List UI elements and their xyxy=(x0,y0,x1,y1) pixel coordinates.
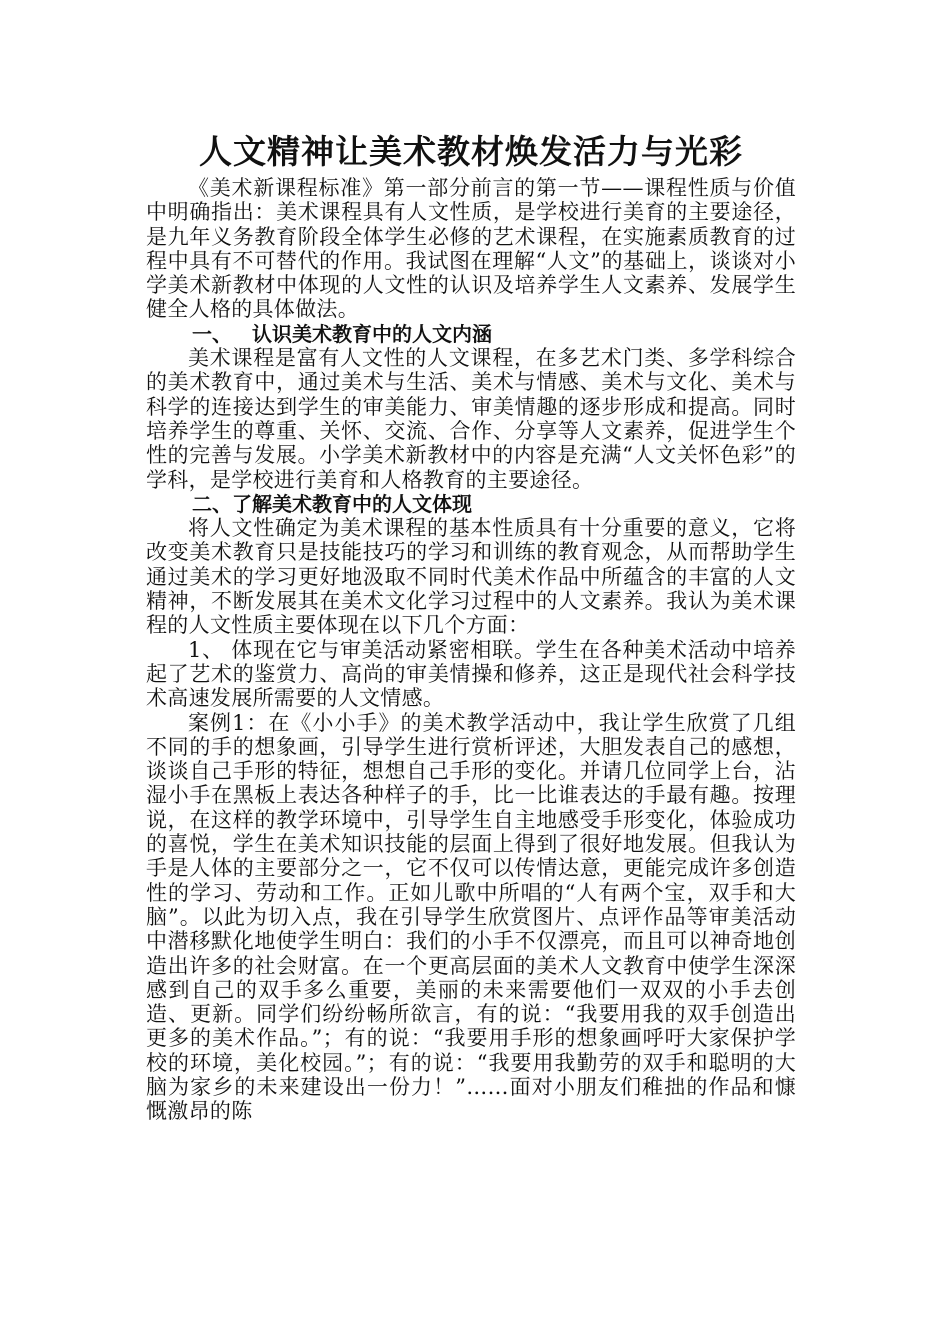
document-title: 人文精神让美术教材焕发活力与光彩 xyxy=(199,132,743,171)
section-heading-1 xyxy=(146,322,796,346)
document-page xyxy=(146,128,796,1124)
section-heading-1-title: 认识美术教育中的人文内涵 xyxy=(252,321,492,346)
body-paragraph-4: 1、 体现在它与审美活动紧密相联。学生在各种美术活动中培养起了艺术的鉴赏力、高尚的审美情操和修养，这正是现代社会科学技术高速发展所需要的人文情感。 xyxy=(146,637,796,711)
section-heading-1-number: 一、 xyxy=(192,321,232,346)
body-paragraph-2: 美术课程是富有人文性的人文课程，在多艺术门类、多学科综合的美术教育中，通过美术与生活、美术与情感、美术与文化、美术与科学的连接达到学生的审美能力、审美情趣的逐步形成和提高。同时培养学生的尊重、关怀、交流、合作、分享等人文素养，促进学生个性的完善与发展。小学美术新教材中的内容是充满“人文关怀色彩”的学科，是学校进行美育和人格教育的主要途径。 xyxy=(146,346,796,492)
section-heading-2-title: 二、了解美术教育中的人文体现 xyxy=(192,491,472,516)
intro-paragraph: 《美术新课程标准》第一部分前言的第一节——课程性质与价值中明确指出：美术课程具有人文性质，是学校进行美育的主要途径，是九年义务教育阶段全体学生必修的艺术课程，在实施素质教育的过程中具有不可替代的作用。我试图在理解“人文”的基础上，谈谈对小学美术新教材中体现的人文性的认识及培养学生人文素养、发展学生健全人格的具体做法。 xyxy=(146,176,796,322)
case-paragraph-5: 案例1：在《小小手》的美术教学活动中，我让学生欣赏了几组不同的手的想象画，引导学生进行赏析评述，大胆发表自己的感想，谈谈自己手形的特征，想想自己手形的变化。并请几位同学上台，沾湿小手在黑板上表达各种样子的手，比一比谁表达的手最有趣。按理说，在这样的教学环境中，引导学生自主地感受手形变化，体验成功的喜悦，学生在美术知识技能的层面上得到了很好地发展。但我认为手是人体的主要部分之一，它不仅可以传情达意，更能完成许多创造性的学习、劳动和工作。正如儿歌中所唱的“人有两个宝，双手和大脑”。以此为切入点，我在引导学生欣赏图片、点评作品等审美活动中潜移默化地使学生明白：我们的小手不仅漂亮，而且可以神奇地创造出许多的社会财富。在一个更高层面的美术人文教育中使学生深深感到自己的双手多么重要，美丽的未来需要他们一双双的小手去创造、更新。同学们纷纷畅所欲言，有的说：“我要用我的双手创造出更多的美术作品。”；有的说：“我要用手形的想象画呼吁大家保护学校的环境，美化校园。”；有的说：“我要用我勤劳的双手和聪明的大脑为家乡的未来建设出一份力！”……面对小朋友们稚拙的作品和慷慨激昂的陈 xyxy=(146,710,796,1124)
section-heading-2 xyxy=(146,492,796,516)
body-paragraph-3: 将人文性确定为美术课程的基本性质具有十分重要的意义，它将改变美术教育只是技能技巧的学习和训练的教育观念，从而帮助学生通过美术的学习更好地汲取不同时代美术作品中所蕴含的丰富的人文精神，不断发展其在美术文化学习过程中的人文素养。我认为美术课程的人文性质主要体现在以下几个方面： xyxy=(146,516,796,638)
